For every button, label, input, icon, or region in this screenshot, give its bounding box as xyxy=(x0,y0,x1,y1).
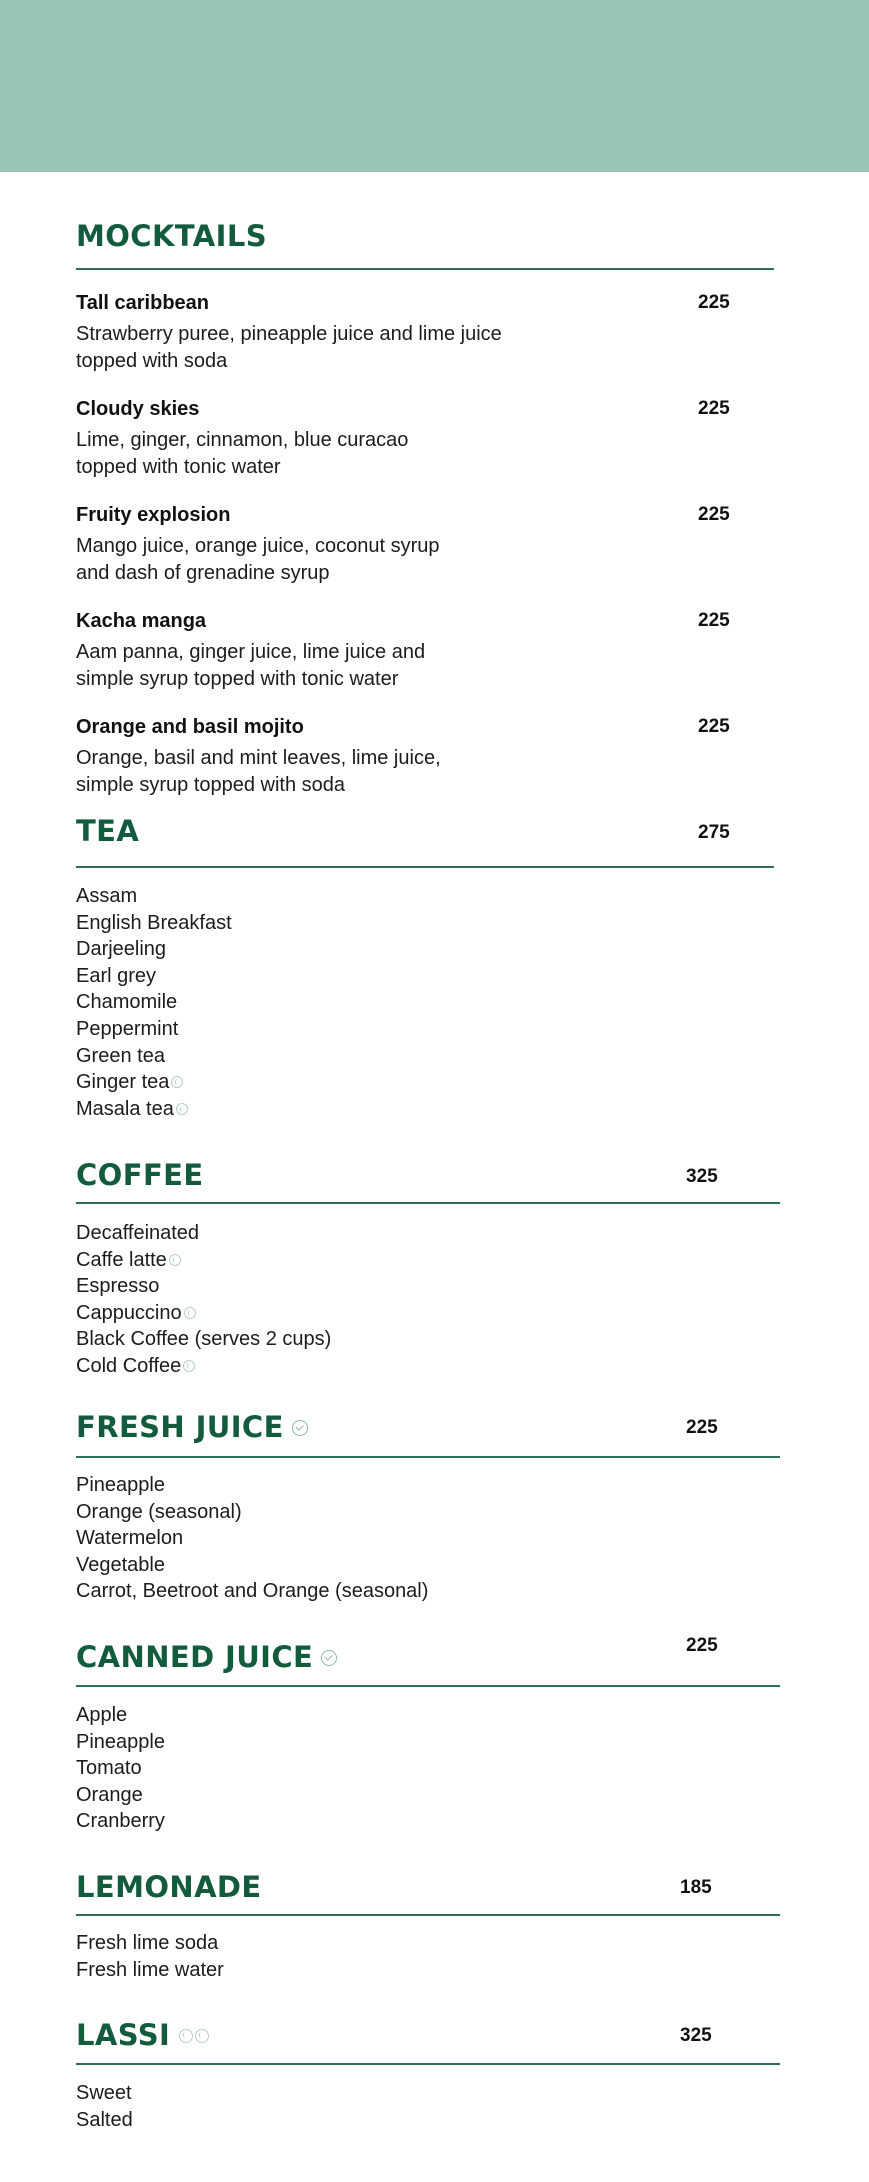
section-divider xyxy=(76,1914,780,1916)
item-price: 225 xyxy=(698,716,730,737)
item-label: Chamomile xyxy=(76,991,178,1014)
section-divider xyxy=(76,268,774,270)
dietary-info-icon xyxy=(183,1360,195,1372)
dietary-icons xyxy=(179,2029,209,2043)
section-title-text: FRESH JUICE xyxy=(76,1410,284,1444)
list-item xyxy=(76,1782,165,1809)
list-item xyxy=(76,883,232,910)
dietary-info-icon xyxy=(176,1103,188,1115)
mocktail-item xyxy=(76,611,736,693)
item-label: Fresh lime water xyxy=(76,1958,224,1981)
section-divider xyxy=(76,1685,780,1687)
item-label: Orange (seasonal) xyxy=(76,1500,242,1523)
mocktail-item xyxy=(76,505,736,587)
item-name: Kacha manga xyxy=(76,610,207,632)
list-item xyxy=(76,2080,133,2107)
section-title-canned-juice xyxy=(76,1640,337,1674)
item-price: 225 xyxy=(698,610,730,631)
list-item xyxy=(76,1499,428,1526)
dietary-info-icon xyxy=(195,2029,209,2043)
item-label: Assam xyxy=(76,885,138,907)
list-item xyxy=(76,1552,428,1579)
mocktail-item xyxy=(76,717,736,799)
list-item xyxy=(76,1353,331,1380)
item-description: Lime, ginger, cinnamon, blue curacao xyxy=(76,429,409,451)
item-label: Masala tea xyxy=(76,1097,174,1120)
section-title-text: LASSI xyxy=(76,2018,171,2052)
item-label: Pineapple xyxy=(76,1474,165,1496)
item-label: Vegetable xyxy=(76,1553,165,1576)
list-item xyxy=(76,1016,232,1043)
list-item xyxy=(76,1069,232,1096)
item-label: Carrot, Beetroot and Orange (seasonal) xyxy=(76,1580,429,1603)
section-title-coffee: COFFEE xyxy=(76,1158,204,1192)
dietary-info-icon xyxy=(171,1076,183,1088)
item-name: Fruity explosion xyxy=(76,504,231,526)
dietary-info-icon xyxy=(184,1307,196,1319)
item-label: Decaffeinated xyxy=(76,1222,200,1244)
list-item xyxy=(76,989,232,1016)
item-label: Espresso xyxy=(76,1275,160,1298)
list-item xyxy=(76,1220,331,1247)
list-item xyxy=(76,1957,224,1984)
list-item xyxy=(76,1755,165,1782)
section-divider xyxy=(76,1202,780,1204)
dietary-info-icon xyxy=(169,1254,181,1266)
item-label: Darjeeling xyxy=(76,938,167,961)
item-name: Tall caribbean xyxy=(76,292,210,314)
list-item xyxy=(76,1247,331,1274)
dietary-info-icon xyxy=(179,2029,193,2043)
item-label: Green tea xyxy=(76,1044,165,1067)
item-label: Tomato xyxy=(76,1757,142,1780)
section-divider xyxy=(76,866,774,868)
list-item xyxy=(76,1273,331,1300)
item-description: simple syrup topped with soda xyxy=(76,774,346,796)
lassi-list xyxy=(76,2080,133,2133)
section-title-lassi xyxy=(76,2018,209,2052)
list-item xyxy=(76,963,232,990)
list-item xyxy=(76,1930,224,1957)
fresh-juice-list xyxy=(76,1472,428,1605)
item-description: and dash of grenadine syrup xyxy=(76,562,330,584)
mocktail-item xyxy=(76,399,736,481)
item-label: Orange xyxy=(76,1783,143,1806)
item-price: 225 xyxy=(698,292,730,313)
section-title-text: CANNED JUICE xyxy=(76,1640,314,1674)
vegan-icon xyxy=(321,1650,337,1666)
item-label: Sweet xyxy=(76,2082,132,2104)
item-label: Earl grey xyxy=(76,964,157,987)
list-item xyxy=(76,1300,331,1327)
item-label: Ginger tea xyxy=(76,1071,170,1094)
section-divider xyxy=(76,1456,780,1458)
section-price-coffee: 325 xyxy=(686,1166,718,1187)
section-title-lemonade: LEMONADE xyxy=(76,1870,262,1904)
section-price-canned-juice: 225 xyxy=(686,1635,718,1656)
section-price-fresh-juice: 225 xyxy=(686,1417,718,1438)
section-title-fresh-juice xyxy=(76,1410,308,1444)
item-description: topped with tonic water xyxy=(76,456,281,478)
item-label: Apple xyxy=(76,1704,128,1726)
item-description: topped with soda xyxy=(76,350,228,372)
list-item xyxy=(76,936,232,963)
list-item xyxy=(76,1729,165,1756)
list-item xyxy=(76,2107,133,2134)
item-description: Aam panna, ginger juice, lime juice and xyxy=(76,641,426,663)
section-divider xyxy=(76,2063,780,2065)
item-name: Cloudy skies xyxy=(76,398,200,420)
item-description: Mango juice, orange juice, coconut syrup xyxy=(76,535,440,557)
list-item xyxy=(76,1702,165,1729)
tea-list xyxy=(76,883,232,1122)
item-label: Fresh lime soda xyxy=(76,1932,219,1954)
coffee-list xyxy=(76,1220,331,1380)
section-title-tea: TEA xyxy=(76,814,140,848)
list-item xyxy=(76,1043,232,1070)
item-label: Cranberry xyxy=(76,1810,165,1833)
list-item xyxy=(76,910,232,937)
item-label: Caffe latte xyxy=(76,1248,167,1271)
lemonade-list xyxy=(76,1930,224,1983)
vegan-icon xyxy=(292,1420,308,1436)
item-description: simple syrup topped with tonic water xyxy=(76,668,399,690)
item-label: Cold Coffee xyxy=(76,1354,182,1377)
canned-juice-list xyxy=(76,1702,165,1835)
item-label: Cappuccino xyxy=(76,1301,182,1324)
item-price: 225 xyxy=(698,504,730,525)
section-price-lassi: 325 xyxy=(680,2025,712,2046)
item-label: Pineapple xyxy=(76,1730,165,1753)
section-price-tea: 275 xyxy=(698,822,730,843)
item-label: Watermelon xyxy=(76,1527,184,1550)
item-label: Black Coffee (serves 2 cups) xyxy=(76,1328,332,1351)
item-label: Peppermint xyxy=(76,1017,179,1040)
item-label: English Breakfast xyxy=(76,911,232,934)
item-description: Strawberry puree, pineapple juice and lime juice xyxy=(76,323,502,345)
list-item xyxy=(76,1472,428,1499)
item-price: 225 xyxy=(698,398,730,419)
mocktail-item xyxy=(76,293,736,375)
item-name: Orange and basil mojito xyxy=(76,716,304,738)
list-item xyxy=(76,1096,232,1123)
list-item xyxy=(76,1808,165,1835)
item-label: Salted xyxy=(76,2108,133,2131)
item-description: Orange, basil and mint leaves, lime juice, xyxy=(76,747,441,769)
list-item xyxy=(76,1578,428,1605)
section-price-lemonade: 185 xyxy=(680,1877,712,1898)
list-item xyxy=(76,1326,331,1353)
list-item xyxy=(76,1525,428,1552)
section-title-mocktails: MOCKTAILS xyxy=(76,219,267,253)
